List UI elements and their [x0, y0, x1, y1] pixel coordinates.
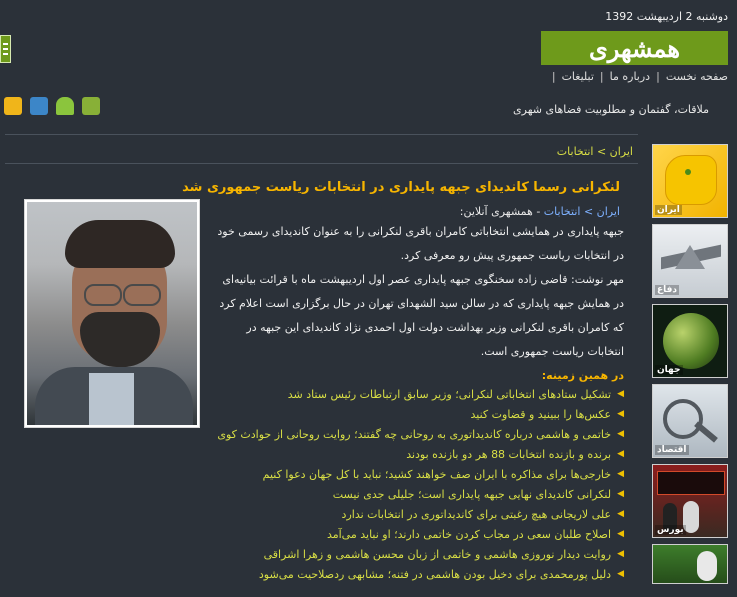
- nav-separator: |: [551, 70, 556, 83]
- arrow-icon: ◀: [617, 409, 624, 419]
- thumb-label: جهان: [657, 365, 681, 375]
- site-tagline: ملاقات، گفتمان و مطلوبیت فضاهای شهری: [513, 103, 709, 116]
- rss-icon[interactable]: [82, 97, 100, 115]
- article-headline: لنکرانی رسما کاندیدای جبهه پایداری در انتخابات ریاست جمهوری شد: [182, 180, 620, 195]
- breadcrumb-divider: [5, 163, 638, 164]
- sidebar-thumb-iran[interactable]: [652, 144, 728, 218]
- nav-about-link[interactable]: درباره ما: [609, 70, 651, 83]
- thumb-label: بورس: [657, 525, 684, 535]
- nav-home-link[interactable]: صفحه نخست: [665, 70, 728, 83]
- related-link[interactable]: ◀ روایت دیدار نوروزی هاشمی و خاتمی از زبان محسن هاشمی و زهرا اشراقی: [263, 547, 624, 561]
- article-source: - همشهری آنلاین:: [459, 205, 541, 218]
- arrow-icon: ◀: [617, 549, 624, 559]
- sidebar-thumb-sport[interactable]: [652, 544, 728, 584]
- top-nav: [552, 70, 728, 83]
- thumb-label: اقتصاد: [657, 445, 687, 455]
- article-photo: [24, 199, 200, 428]
- related-title: در همین زمینه:: [541, 369, 624, 382]
- thumb-label: ایران: [657, 205, 680, 215]
- sidebar-thumb-economy[interactable]: [652, 384, 728, 458]
- nav-separator: |: [656, 70, 660, 83]
- article-subline: [460, 205, 620, 218]
- breadcrumb[interactable]: ایران > انتخابات: [556, 145, 633, 158]
- arrow-icon: ◀: [617, 529, 624, 539]
- arrow-icon: ◀: [617, 469, 624, 479]
- article-paragraph-2: مهر نوشت: قاضی زاده سخنگوی جبهه پایداری عصر اول اردیبهشت ماه با قرائت بیانیه‌ای در همایش جبهه پایداری که در سالن سید الشهدای تهران در حال برگزاری است اعلام کرد که کامران باقری لنکرانی وزیر بهداشت دولت اول احمدی نژاد کاندیدای این جبهه در انتخابات ریاست جمهوری است.: [219, 273, 624, 358]
- android-icon[interactable]: [56, 97, 74, 115]
- sidebar-thumb-defense[interactable]: [652, 224, 728, 298]
- related-link[interactable]: ◀ اصلاح طلبان سعی در مجاب کردن خاتمی دارند؛ او نباید می‌آمد: [326, 527, 624, 541]
- related-list: [194, 384, 624, 584]
- header-divider: [5, 134, 638, 135]
- phone-icon[interactable]: [30, 97, 48, 115]
- puzzle-icon[interactable]: [4, 97, 22, 115]
- article-section-link[interactable]: ایران > انتخابات: [543, 205, 620, 218]
- related-link[interactable]: ◀ دلیل پورمحمدی برای دخیل بودن هاشمی در فتنه؛ مشابهی ردصلاحیت می‌شود: [258, 567, 624, 581]
- arrow-icon: ◀: [617, 569, 624, 579]
- nav-ads-link[interactable]: تبلیغات: [561, 70, 594, 83]
- menu-toggle-button[interactable]: [0, 35, 11, 63]
- related-link[interactable]: ◀ لنکرانی کاندیدای نهایی جبهه پایداری است؛ جلیلی جدی نیست: [332, 487, 624, 501]
- arrow-icon: ◀: [617, 489, 624, 499]
- related-link[interactable]: ◀ برنده و بازنده انتخابات 88 هر دو بازنده بودند: [406, 447, 624, 461]
- sidebar-thumb-world[interactable]: [652, 304, 728, 378]
- related-link[interactable]: ◀ خاتمی و هاشمی درباره کاندیداتوری به روحانی چه گفتند؛ روایت روحانی از حوادث کوی: [217, 427, 624, 441]
- app-icons-row: [4, 97, 100, 115]
- arrow-icon: ◀: [617, 449, 624, 459]
- related-link[interactable]: ◀ خارجی‌ها برای مذاکره با ایران صف خواهند کشید؛ نباید با کل جهان دعوا کنیم: [262, 467, 624, 481]
- article-paragraph-1: جبهه پایداری در همایشی انتخاباتی کامران باقری لنکرانی را به عنوان کاندیدای رسمی خود در انتخابات ریاست جمهوری پیش رو معرفی کرد.: [217, 225, 624, 262]
- related-link[interactable]: ◀ عکس‌ها را ببینید و قضاوت کنید: [470, 407, 624, 421]
- arrow-icon: ◀: [617, 509, 624, 519]
- sidebar-thumb-bourse[interactable]: [652, 464, 728, 538]
- arrow-icon: ◀: [617, 429, 624, 439]
- site-logo-text[interactable]: همشهری: [588, 33, 681, 63]
- nav-separator: |: [599, 70, 604, 83]
- thumb-label: دفاع: [657, 285, 678, 295]
- related-link[interactable]: ◀ علی لاریجانی هیچ رغبتی برای کاندیداتوری در انتخابات ندارد: [341, 507, 624, 521]
- related-link[interactable]: ◀ تشکیل ستادهای انتخاباتی لنکرانی؛ وزیر سابق ارتباطات رئیس ستاد شد: [287, 387, 624, 401]
- date-label: دوشنبه 2 اردیبهشت 1392: [605, 10, 728, 23]
- arrow-icon: ◀: [617, 389, 624, 399]
- sidebar-thumbnails: [652, 144, 728, 590]
